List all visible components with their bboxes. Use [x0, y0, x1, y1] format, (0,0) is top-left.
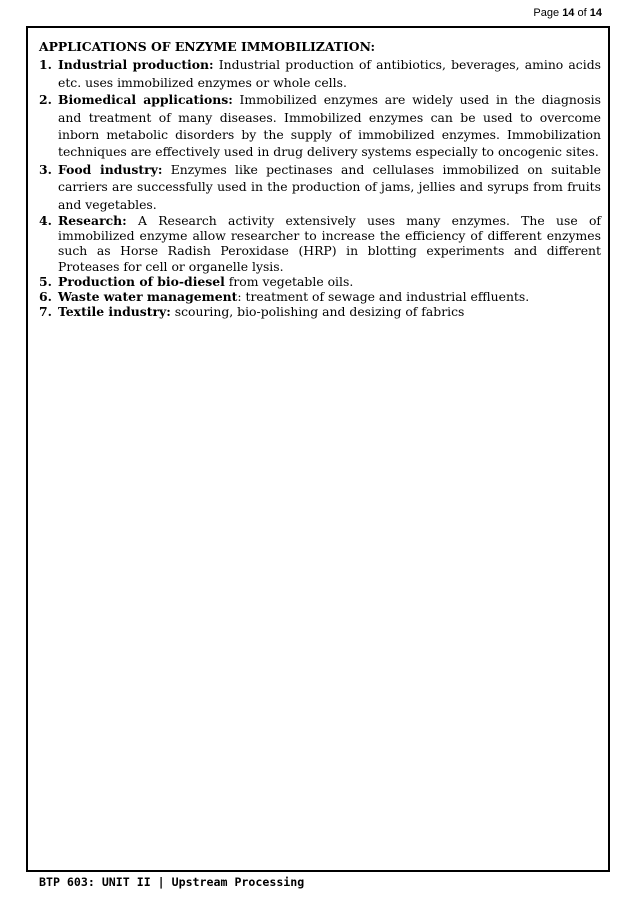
item-number: 1. — [39, 57, 52, 73]
page-number — [533, 7, 602, 19]
list-item — [39, 274, 601, 289]
page-footer: BTP 603: UNIT II | Upstream Processing — [39, 875, 305, 889]
page-number-prefix: Page — [533, 7, 560, 19]
item-title: Biomedical applications: — [58, 92, 233, 108]
item-title: Production of bio-diesel — [58, 273, 225, 289]
list-item — [39, 91, 601, 161]
item-text: Industrial production of antibiotics, beverages, amino acids etc. uses immobilized enzymes or whole cells. — [58, 57, 601, 90]
item-title: Waste water management — [58, 289, 238, 305]
section-heading: APPLICATIONS OF ENZYME IMMOBILIZATION: — [39, 39, 376, 54]
item-number: 5. — [39, 273, 52, 289]
item-text: scouring, bio-polishing and desizing of fabrics — [170, 304, 465, 320]
item-text: Immobilized enzymes are widely used in the diagnosis and treatment of many diseases. Immobilized enzymes can be used to overcome inborn metabolic disorders by the supply of immobilized enzymes. Immobilization techniques are effectively used in drug delivery systems especially to oncogenic sites. — [58, 92, 601, 160]
list-item — [39, 161, 601, 213]
item-text: : treatment of sewage and industrial effluents. — [237, 289, 530, 305]
page-number-middle: of — [577, 7, 587, 19]
item-number: 4. — [39, 213, 52, 229]
item-number: 6. — [39, 289, 52, 305]
page-number-current: 14 — [562, 7, 575, 19]
item-number: 3. — [39, 161, 52, 177]
document-body — [39, 38, 601, 319]
item-title: Industrial production: — [58, 57, 214, 73]
item-number: 7. — [39, 304, 52, 320]
item-title: Food industry: — [58, 161, 163, 177]
applications-list — [39, 56, 601, 319]
item-title: Research: — [58, 213, 127, 229]
item-text: A Research activity extensively uses many enzymes. The use of immobilized enzyme allow researcher to increase the efficiency of different enzymes such as Horse Radish Peroxidase (HRP) in blotting experiments and different Proteases for cell or organelle lysis. — [58, 213, 601, 274]
page-number-total: 14 — [589, 7, 602, 19]
list-item — [39, 56, 601, 91]
list-item — [39, 213, 601, 274]
item-number: 2. — [39, 92, 52, 108]
list-item — [39, 304, 601, 319]
item-text: Enzymes like pectinases and cellulases immobilized on suitable carriers are successfully used in the production of jams, jellies and syrups from fruits and vegetables. — [58, 161, 601, 212]
item-text: from vegetable oils. — [224, 273, 354, 289]
list-item — [39, 289, 601, 304]
item-title: Textile industry: — [58, 304, 171, 320]
